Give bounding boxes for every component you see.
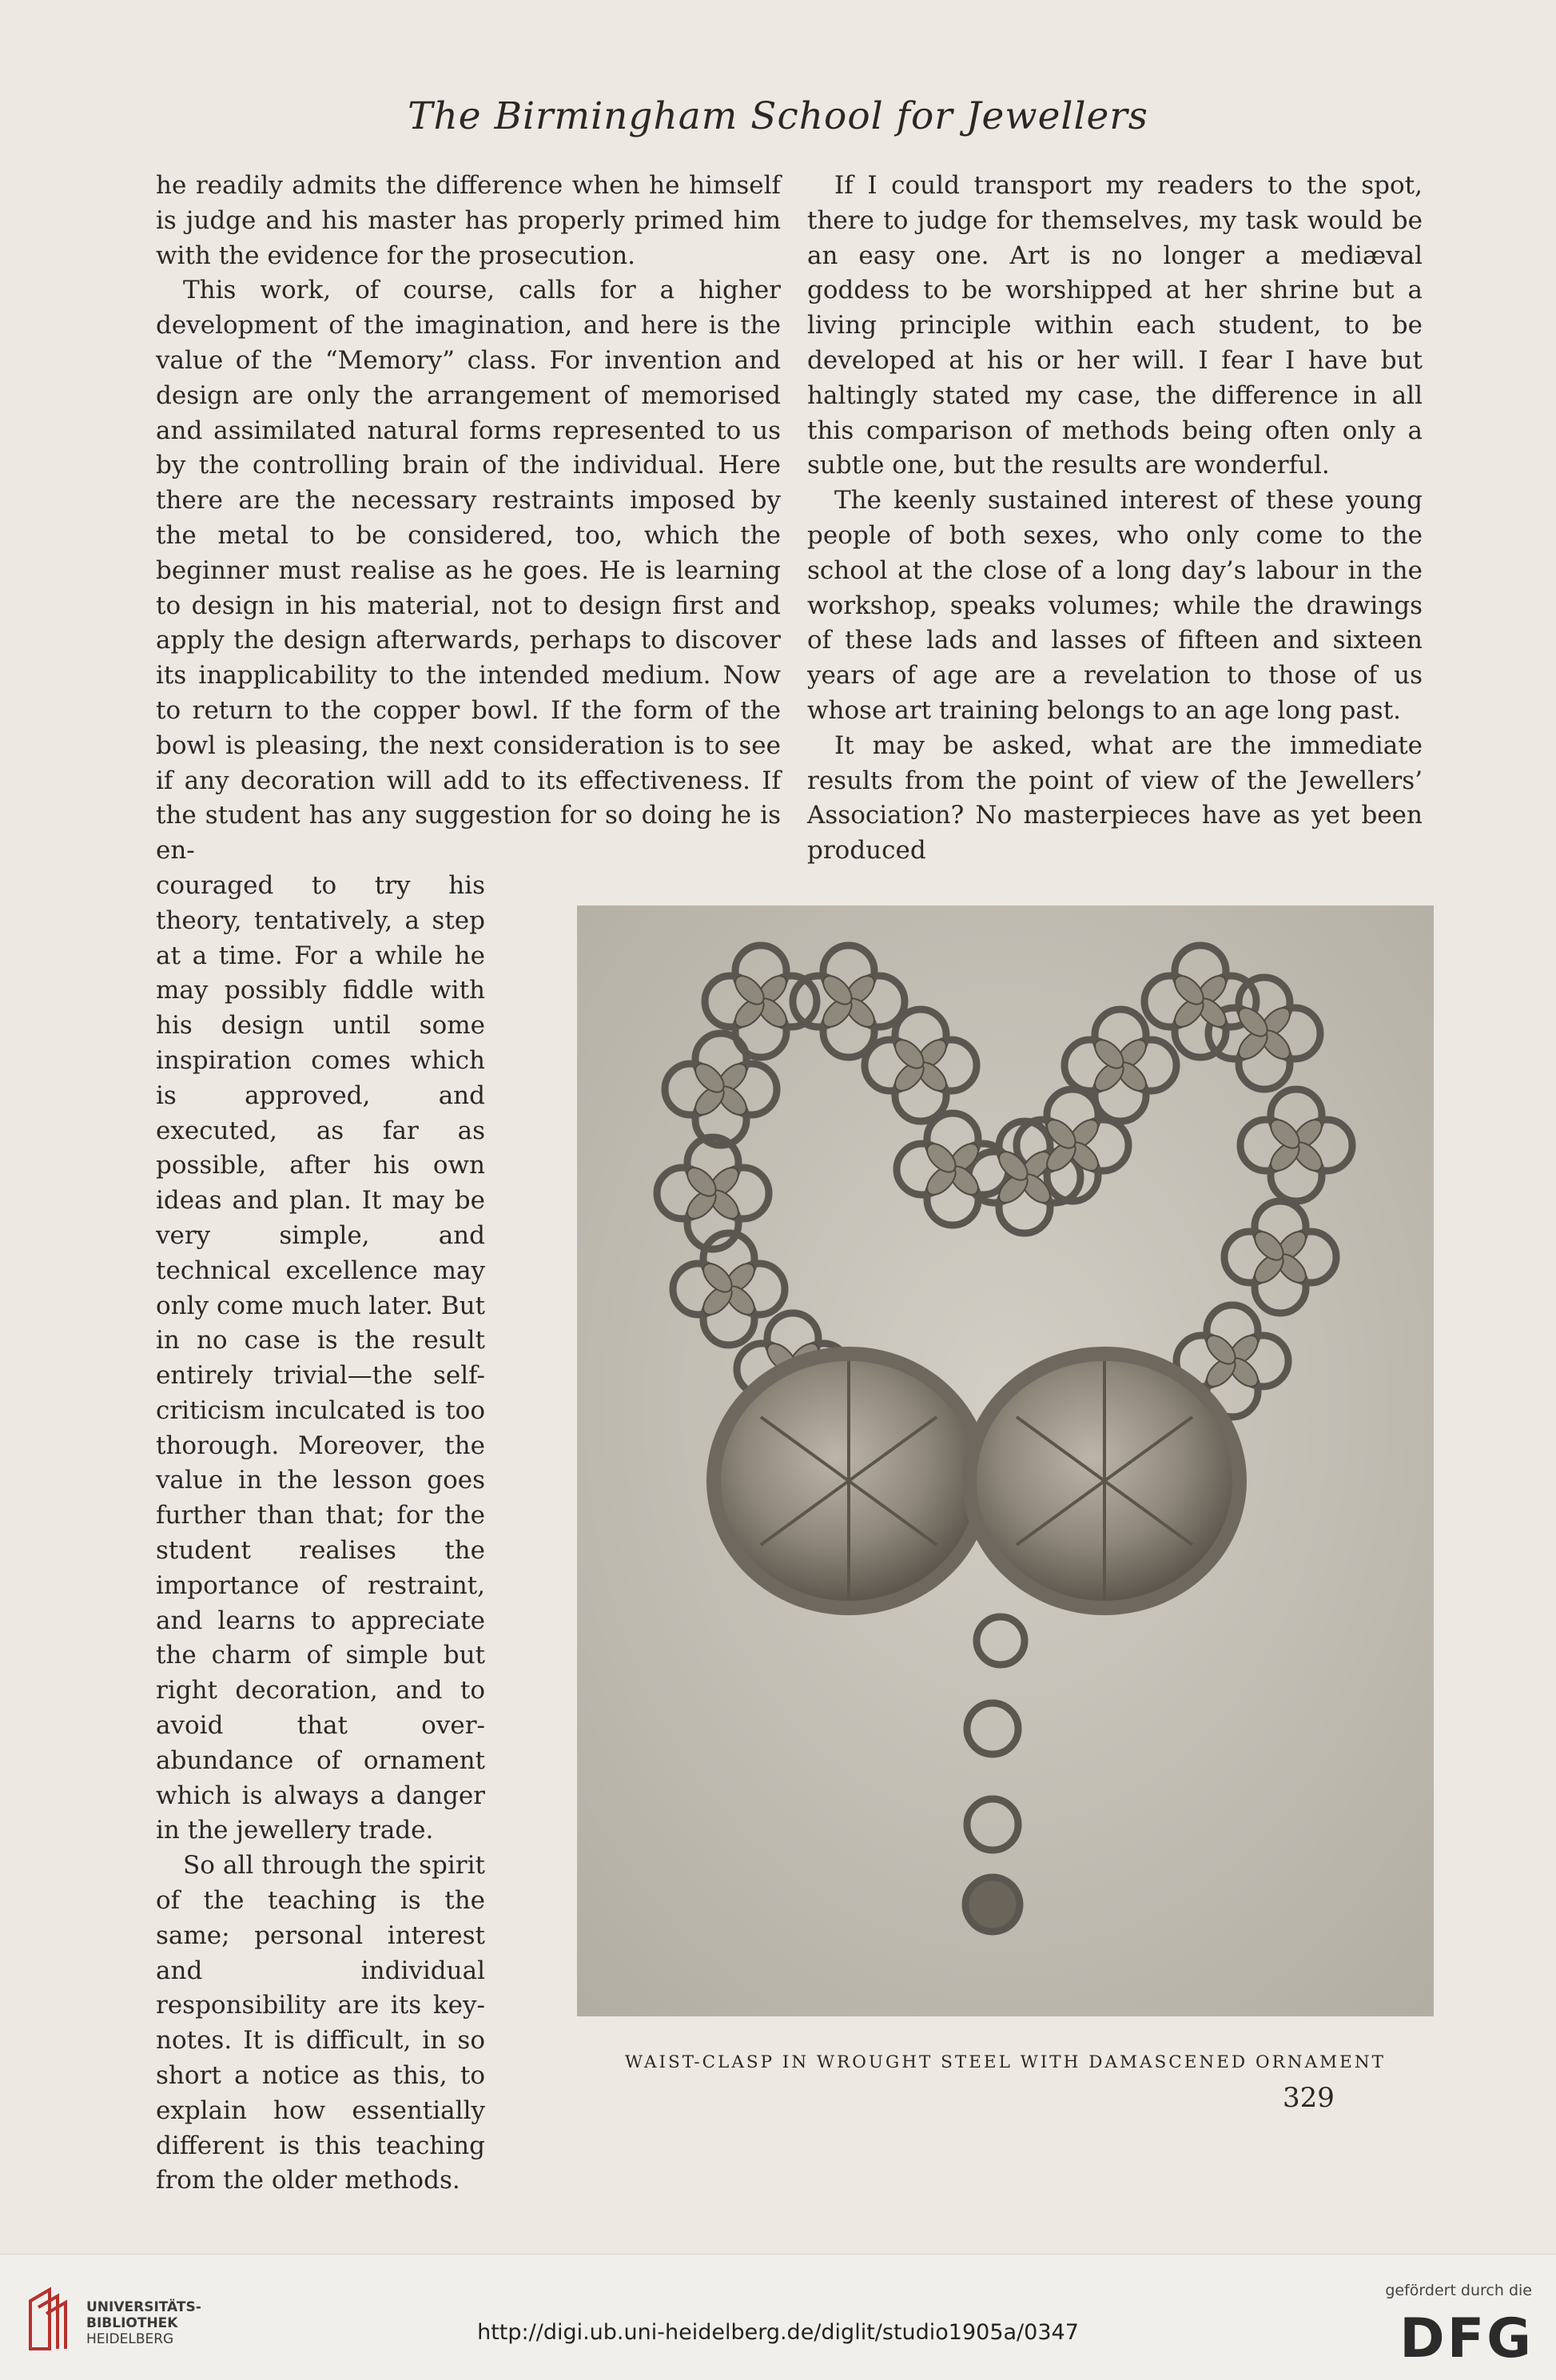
left-paragraph-1: he readily admits the difference when he himself is judge and his master has properly primed him with the evidence for the prosecution. (156, 171, 781, 270)
digitization-footer (0, 2254, 1556, 2380)
left-dome (706, 1347, 991, 1615)
right-text-column (807, 169, 1423, 869)
library-name-line-3: HEIDELBERG (86, 2331, 174, 2347)
left-paragraph-2: This work, of course, calls for a higher development of the imagination, and here is the value of the “Memory” class. For invention and design are only the arrangement of memorised and assimilated natural forms represented to us by the controlling brain of the individual. Here there are the necessary restraints imposed by the metal to be considered, too, which the beginner must realise as he goes. He is learning to design in his material, not to design first and apply the design afterwards, perhaps to discover its inapplicability to the intended medium. Now to return to the copper bowl. If the form of the bowl is pleasing, the next consideration is to see if any decoration will add to its effectiveness. If the student has any suggestion for so doing he is en- (156, 276, 781, 866)
photo-plate-waist-clasp (577, 905, 1434, 2016)
page-number: 329 (1283, 2082, 1335, 2114)
left-paragraph-2-continued: couraged to try his theory, tentatively, a step at a time. For a while he may possibly fiddle with his design until some inspiration comes which is approved, and executed, as far as possible, after his own ideas and plan. It may be very simple, and technical excellence may only come much later. But in no case is the result entirely trivial—the self-criticism inculcated is too thorough. Moreover, the value in the lesson goes further than that; for the student realises the importance of restraint, and learns to appreciate the charm of simple but right decoration, and to avoid that over-abundance of ornament which is always a danger in the jewellery trade. (156, 870, 485, 1845)
library-name-line-1: UNIVERSITÄTS- (86, 2299, 201, 2315)
left-paragraph-3: So all through the spirit of the teaching is the same; personal interest and individual responsibility are its key-notes. It is difficult, in so short a notice as this, to explain how essentially different is this teaching from the older methods. (156, 1851, 485, 2195)
right-dome (962, 1347, 1247, 1615)
right-paragraph-3: It may be asked, what are the immediate results from the point of view of the Jewellers’ Association? No masterpieces have as yet been produced (807, 730, 1423, 866)
plate-caption: WAIST-CLASP IN WROUGHT STEEL WITH DAMASCENED ORNAMENT (624, 2052, 1387, 2072)
permalink-url[interactable]: http://digi.ub.uni-heidelberg.de/diglit/studio1905a/0347 (477, 2320, 1079, 2345)
right-paragraph-2: The keenly sustained interest of these young people of both sexes, who only come to the school at the close of a long day’s labour in the workshop, speaks volumes; while the drawings of these lads and lasses of fifteen and sixteen years of age are a revelation to those of us whose art training belongs to an age long past. (807, 486, 1423, 725)
funding-note: gefördert durch die (1385, 2282, 1532, 2299)
dfg-logo: DFG (1399, 2307, 1534, 2370)
running-head: The Birmingham School for Jewellers (408, 94, 1148, 138)
library-name-line-2: BIBLIOTHEK (86, 2315, 178, 2331)
waist-clasp-illustration (577, 905, 1434, 2016)
left-narrow-block (156, 869, 485, 2199)
right-paragraph-1: If I could transport my readers to the spot, there to judge for themselves, my task would be an easy one. Art is no longer a mediæval goddess to be worshipped at her shrine but a living principle within each student, to be developed at his or her will. I fear I have but haltingly stated my case, the difference in all this comparison of methods being often only a subtle one, but the results are wonderful. (807, 171, 1423, 480)
